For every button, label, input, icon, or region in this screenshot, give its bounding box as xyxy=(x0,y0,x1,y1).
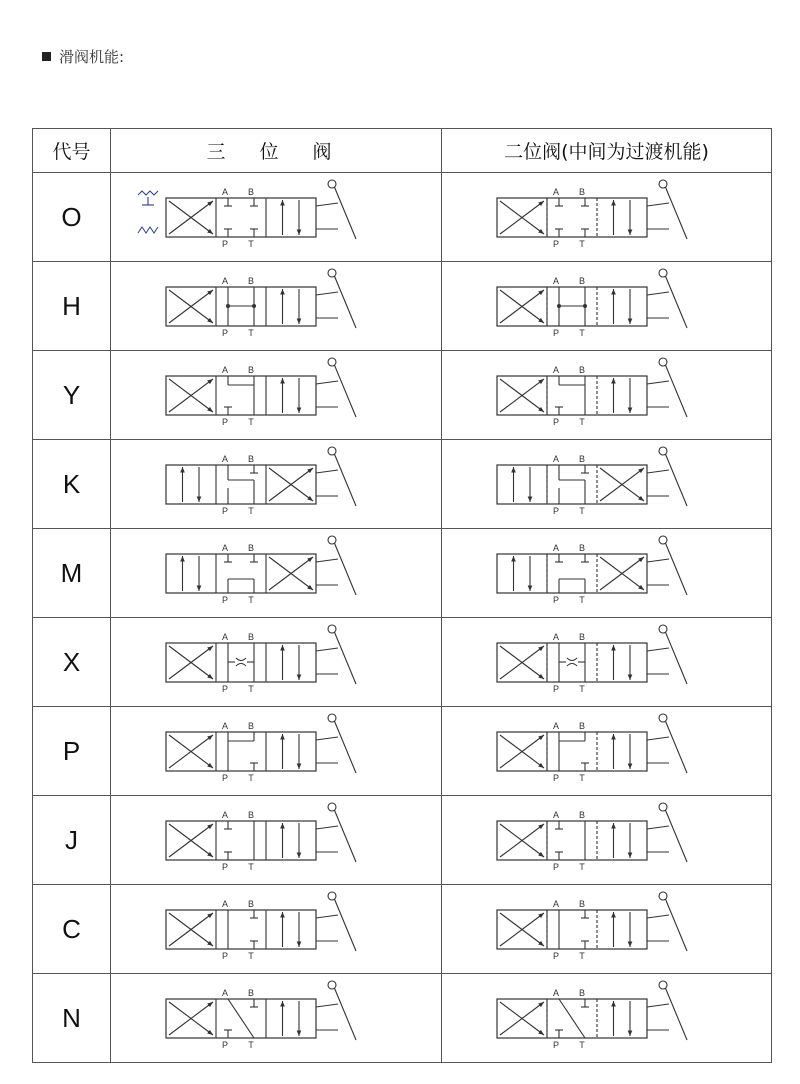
port-label-a: A xyxy=(552,365,559,375)
port-label-p: P xyxy=(221,506,229,516)
hand-lever-icon xyxy=(647,981,687,1040)
port-label-b: B xyxy=(578,454,585,464)
port-label-p: P xyxy=(221,951,229,961)
port-label-t: T xyxy=(248,1040,254,1050)
port-label-p: P xyxy=(552,773,559,783)
port-label-b: B xyxy=(578,543,585,553)
table-row xyxy=(33,974,772,1063)
port-label-p: P xyxy=(221,862,229,872)
center-function xyxy=(224,821,254,860)
three-position-symbol xyxy=(111,618,442,707)
port-label-b: B xyxy=(578,899,585,909)
right-position xyxy=(611,200,632,235)
valve-body xyxy=(166,376,316,415)
valve-body xyxy=(166,910,316,949)
port-label-a: A xyxy=(221,187,229,197)
right-position xyxy=(269,557,313,590)
right-position xyxy=(280,912,301,947)
port-label-a: A xyxy=(552,988,559,998)
port-label-a: A xyxy=(221,988,229,998)
right-position xyxy=(280,289,301,324)
three-position-valve-symbol-icon xyxy=(126,173,426,261)
center-function xyxy=(228,465,258,504)
hand-lever-icon xyxy=(316,892,356,951)
table-row xyxy=(33,440,772,529)
left-position xyxy=(169,735,213,768)
hand-lever-icon xyxy=(316,180,356,239)
port-label-t: T xyxy=(578,595,585,605)
center-function xyxy=(559,910,589,949)
port-label-p: P xyxy=(552,328,559,338)
function-code: Y xyxy=(33,351,111,440)
header-code: 代号 xyxy=(33,129,111,173)
function-code: M xyxy=(33,529,111,618)
left-position xyxy=(169,913,213,946)
port-label-b: B xyxy=(578,187,585,197)
port-label-b: B xyxy=(578,988,585,998)
hand-lever-icon xyxy=(316,625,356,684)
three-position-symbol xyxy=(111,707,442,796)
port-label-p: P xyxy=(552,951,559,961)
port-label-p: P xyxy=(552,239,559,249)
right-position xyxy=(600,468,644,501)
function-code: O xyxy=(33,173,111,262)
port-label-t: T xyxy=(578,951,585,961)
port-label-t: T xyxy=(248,417,254,427)
port-label-t: T xyxy=(248,239,254,249)
port-label-p: P xyxy=(221,1040,229,1050)
square-bullet-icon xyxy=(42,52,51,61)
port-label-b: B xyxy=(247,988,255,998)
hand-lever-icon xyxy=(647,447,687,506)
valve-body xyxy=(166,821,316,860)
port-label-b: B xyxy=(247,276,255,286)
port-label-b: B xyxy=(247,721,255,731)
port-label-a: A xyxy=(552,543,559,553)
port-label-p: P xyxy=(221,684,229,694)
hand-lever-icon xyxy=(316,536,356,595)
table-row xyxy=(33,351,772,440)
three-position-symbol xyxy=(111,440,442,529)
function-code: H xyxy=(33,262,111,351)
port-label-t: T xyxy=(248,862,254,872)
center-function xyxy=(224,376,254,415)
valve-body xyxy=(497,554,647,593)
three-position-symbol xyxy=(111,529,442,618)
port-label-p: P xyxy=(221,239,229,249)
table-row xyxy=(33,173,772,262)
port-label-a: A xyxy=(221,632,229,642)
port-label-a: A xyxy=(221,721,229,731)
two-position-symbol xyxy=(442,707,772,796)
port-label-a: A xyxy=(221,454,229,464)
two-position-valve-symbol-icon xyxy=(457,707,757,795)
function-code: J xyxy=(33,796,111,885)
port-label-b: B xyxy=(578,365,585,375)
center-function xyxy=(555,999,589,1038)
right-position xyxy=(269,468,313,501)
port-label-t: T xyxy=(248,773,254,783)
table-row xyxy=(33,885,772,974)
port-label-p: P xyxy=(221,328,229,338)
left-position xyxy=(169,824,213,857)
port-label-b: B xyxy=(247,899,255,909)
hand-lever-icon xyxy=(316,269,356,328)
table-row xyxy=(33,529,772,618)
right-position xyxy=(280,200,301,235)
right-position xyxy=(600,557,644,590)
three-position-valve-symbol-icon xyxy=(126,618,426,706)
left-position xyxy=(511,467,532,502)
valve-body xyxy=(497,465,647,504)
function-code: X xyxy=(33,618,111,707)
port-label-b: B xyxy=(247,632,255,642)
section-title xyxy=(42,46,124,67)
center-function xyxy=(555,554,589,593)
valve-body xyxy=(166,554,316,593)
right-position xyxy=(611,1001,632,1036)
port-label-t: T xyxy=(578,773,585,783)
two-position-valve-symbol-icon xyxy=(457,440,757,528)
two-position-valve-symbol-icon xyxy=(457,529,757,617)
two-position-symbol xyxy=(442,885,772,974)
port-label-a: A xyxy=(552,187,559,197)
right-position xyxy=(611,378,632,413)
valve-body xyxy=(497,376,647,415)
port-label-p: P xyxy=(552,506,559,516)
center-function xyxy=(226,287,256,326)
valve-body xyxy=(166,732,316,771)
right-position xyxy=(611,823,632,858)
center-function xyxy=(555,821,585,860)
hand-lever-icon xyxy=(647,180,687,239)
port-label-t: T xyxy=(248,951,254,961)
port-label-t: T xyxy=(248,684,254,694)
three-position-symbol xyxy=(111,796,442,885)
port-label-p: P xyxy=(221,773,229,783)
center-function xyxy=(224,999,258,1038)
table-row xyxy=(33,618,772,707)
center-function xyxy=(557,287,587,326)
valve-body xyxy=(497,643,647,682)
valve-body xyxy=(166,643,316,682)
valve-body xyxy=(497,732,647,771)
port-label-p: P xyxy=(552,595,559,605)
port-label-t: T xyxy=(578,684,585,694)
three-position-valve-symbol-icon xyxy=(126,262,426,350)
two-position-symbol xyxy=(442,351,772,440)
port-label-t: T xyxy=(578,239,585,249)
left-position xyxy=(169,1002,213,1035)
three-position-symbol xyxy=(111,974,442,1063)
two-position-valve-symbol-icon xyxy=(457,974,757,1062)
center-function xyxy=(224,554,258,593)
center-function xyxy=(559,732,589,771)
hand-lever-icon xyxy=(647,892,687,951)
three-position-symbol xyxy=(111,262,442,351)
port-label-t: T xyxy=(578,1040,585,1050)
two-position-symbol xyxy=(442,440,772,529)
right-position xyxy=(611,645,632,680)
port-label-p: P xyxy=(552,1040,559,1050)
two-position-symbol xyxy=(442,529,772,618)
function-code: K xyxy=(33,440,111,529)
left-position xyxy=(169,290,213,323)
left-position xyxy=(180,467,201,502)
center-function xyxy=(228,910,258,949)
port-label-a: A xyxy=(552,899,559,909)
port-label-t: T xyxy=(578,417,585,427)
port-label-a: A xyxy=(552,276,559,286)
two-position-symbol xyxy=(442,262,772,351)
three-position-valve-symbol-icon xyxy=(126,440,426,528)
center-function xyxy=(228,643,254,682)
right-position xyxy=(280,734,301,769)
right-position xyxy=(280,823,301,858)
left-position xyxy=(500,735,544,768)
three-position-symbol xyxy=(111,351,442,440)
right-position xyxy=(280,645,301,680)
two-position-symbol xyxy=(442,796,772,885)
port-label-a: A xyxy=(552,454,559,464)
center-function xyxy=(228,732,258,771)
left-position xyxy=(511,556,532,591)
hand-lever-icon xyxy=(316,803,356,862)
port-label-b: B xyxy=(578,810,585,820)
port-label-b: B xyxy=(247,810,255,820)
port-label-b: B xyxy=(578,632,585,642)
three-position-symbol xyxy=(111,885,442,974)
hand-lever-icon xyxy=(647,803,687,862)
two-position-symbol xyxy=(442,173,772,262)
port-label-b: B xyxy=(247,365,255,375)
valve-body xyxy=(497,821,647,860)
table-row xyxy=(33,707,772,796)
left-position xyxy=(169,646,213,679)
left-position xyxy=(169,379,213,412)
table-header-row xyxy=(33,129,772,173)
three-position-symbol xyxy=(111,173,442,262)
two-position-valve-symbol-icon xyxy=(457,262,757,350)
right-position xyxy=(280,378,301,413)
port-label-p: P xyxy=(552,417,559,427)
port-label-a: A xyxy=(221,810,229,820)
left-position xyxy=(500,646,544,679)
valve-body xyxy=(497,910,647,949)
detent-spring-icon xyxy=(138,191,158,233)
hand-lever-icon xyxy=(647,625,687,684)
three-position-valve-symbol-icon xyxy=(126,974,426,1062)
port-label-t: T xyxy=(248,595,254,605)
left-position xyxy=(500,379,544,412)
valve-body xyxy=(166,465,316,504)
two-position-valve-symbol-icon xyxy=(457,173,757,261)
port-label-t: T xyxy=(248,328,254,338)
port-label-p: P xyxy=(552,684,559,694)
table-row xyxy=(33,262,772,351)
port-label-p: P xyxy=(552,862,559,872)
two-position-symbol xyxy=(442,618,772,707)
three-position-valve-symbol-icon xyxy=(126,529,426,617)
center-function xyxy=(559,465,589,504)
center-function xyxy=(224,198,258,237)
three-position-valve-symbol-icon xyxy=(126,885,426,973)
left-position xyxy=(500,913,544,946)
header-three-position-valve: 三 位 阀 xyxy=(111,129,442,173)
hand-lever-icon xyxy=(316,714,356,773)
valve-body xyxy=(497,198,647,237)
port-label-b: B xyxy=(247,543,255,553)
right-position xyxy=(611,289,632,324)
hand-lever-icon xyxy=(316,447,356,506)
port-label-t: T xyxy=(578,862,585,872)
port-label-p: P xyxy=(221,595,229,605)
right-position xyxy=(280,1001,301,1036)
port-label-a: A xyxy=(552,632,559,642)
table-row xyxy=(33,796,772,885)
left-position xyxy=(500,290,544,323)
port-label-a: A xyxy=(221,543,229,553)
port-label-a: A xyxy=(221,899,229,909)
port-label-b: B xyxy=(578,276,585,286)
valve-body xyxy=(166,198,316,237)
left-position xyxy=(169,201,213,234)
hand-lever-icon xyxy=(647,714,687,773)
port-label-b: B xyxy=(247,454,255,464)
left-position xyxy=(180,556,201,591)
hand-lever-icon xyxy=(316,981,356,1040)
function-code: C xyxy=(33,885,111,974)
right-position xyxy=(611,734,632,769)
port-label-b: B xyxy=(247,187,255,197)
port-label-b: B xyxy=(578,721,585,731)
port-label-a: A xyxy=(552,721,559,731)
port-label-t: T xyxy=(578,328,585,338)
hand-lever-icon xyxy=(647,269,687,328)
two-position-valve-symbol-icon xyxy=(457,796,757,884)
two-position-valve-symbol-icon xyxy=(457,885,757,973)
hand-lever-icon xyxy=(647,358,687,417)
port-label-a: A xyxy=(552,810,559,820)
port-label-t: T xyxy=(248,506,254,516)
header-two-position-valve: 二位阀(中间为过渡机能) xyxy=(442,129,772,173)
right-position xyxy=(611,912,632,947)
port-label-t: T xyxy=(578,506,585,516)
two-position-valve-symbol-icon xyxy=(457,351,757,439)
function-code: N xyxy=(33,974,111,1063)
center-function xyxy=(555,198,589,237)
hand-lever-icon xyxy=(647,536,687,595)
three-position-valve-symbol-icon xyxy=(126,796,426,884)
center-function xyxy=(559,643,585,682)
three-position-valve-symbol-icon xyxy=(126,351,426,439)
left-position xyxy=(500,824,544,857)
left-position xyxy=(500,201,544,234)
port-label-a: A xyxy=(221,276,229,286)
three-position-valve-symbol-icon xyxy=(126,707,426,795)
section-title-text: 滑阀机能: xyxy=(59,48,125,66)
spool-function-table xyxy=(32,128,772,1063)
left-position xyxy=(500,1002,544,1035)
function-code: P xyxy=(33,707,111,796)
two-position-valve-symbol-icon xyxy=(457,618,757,706)
port-label-a: A xyxy=(221,365,229,375)
center-function xyxy=(555,376,585,415)
hand-lever-icon xyxy=(316,358,356,417)
two-position-symbol xyxy=(442,974,772,1063)
port-label-p: P xyxy=(221,417,229,427)
